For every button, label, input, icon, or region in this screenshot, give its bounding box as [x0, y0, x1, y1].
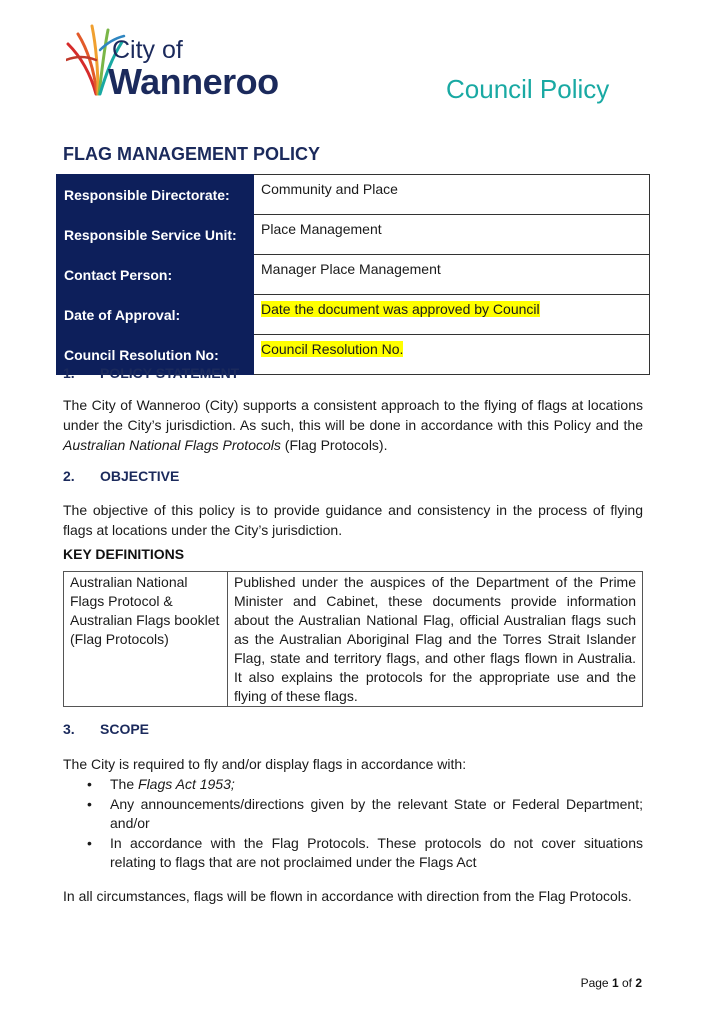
page-of: of: [618, 976, 636, 990]
logo-wanneroo-text: Wanneroo: [108, 61, 279, 102]
paragraph-italic-text: Australian National Flags Protocols: [63, 437, 281, 453]
info-value-highlighted: Council Resolution No.: [261, 341, 404, 357]
section-number: 1.: [63, 365, 75, 381]
page-label: Page: [580, 976, 612, 990]
logo-city-text: City of: [112, 36, 183, 64]
list-item: [63, 834, 643, 872]
info-value-text: Place Management: [261, 221, 382, 237]
info-label: Responsible Service Unit:: [57, 215, 254, 255]
paragraph-text: (Flag Protocols).: [280, 437, 388, 453]
policy-info-table: [56, 174, 650, 375]
info-value: [254, 255, 650, 295]
document-title: FLAG MANAGEMENT POLICY: [63, 144, 320, 164]
policy-statement-paragraph: [63, 395, 643, 455]
info-value: [254, 175, 650, 215]
list-item-italic-text: Flags Act 1953;: [138, 776, 235, 792]
bullet-icon: •: [87, 835, 92, 851]
section-number: 3.: [63, 721, 75, 737]
section-title: POLICY STATEMENT: [100, 365, 240, 381]
info-value-highlighted: Date the document was approved by Council: [261, 301, 540, 317]
section-heading-objective: [63, 468, 179, 484]
section-number: 2.: [63, 468, 75, 484]
info-label: Responsible Directorate:: [57, 175, 254, 215]
bullet-icon: •: [87, 776, 92, 792]
list-item-text: The: [110, 776, 139, 792]
info-row-directorate: [57, 175, 650, 215]
list-item-text: In accordance with the Flag Protocols. These protocols do not cover situations relating to flags that are not proclaimed under the Flags Act: [110, 835, 643, 870]
list-item-text: Any announcements/directions given by the relevant State or Federal Department; and/or: [110, 796, 643, 831]
paragraph-text: The City of Wanneroo (City) supports a consistent approach to the flying of flags at locations under the City’s jurisdiction. As such, this will be done in accordance with this Policy and the: [63, 397, 643, 433]
info-value-text: Community and Place: [261, 181, 398, 197]
scope-closing-paragraph: In all circumstances, flags will be flown in accordance with direction from the Flag Protocols.: [63, 888, 632, 904]
info-row-contact: [57, 255, 650, 295]
page-total: 2: [635, 976, 642, 990]
key-definitions-table: [63, 571, 643, 707]
info-label: Council Resolution No:: [57, 335, 254, 375]
page-current: 1: [611, 976, 619, 990]
section-heading-policy-statement: [63, 365, 239, 381]
policy-type-label: Council Policy: [446, 74, 610, 104]
objective-paragraph: The objective of this policy is to provide guidance and consistency in the process of flying flags at locations under the City’s jurisdiction.: [63, 502, 643, 538]
definition-term: Australian National Flags Protocol & Australian Flags booklet (Flag Protocols): [64, 572, 228, 707]
info-row-service-unit: [57, 215, 650, 255]
list-item: [63, 795, 643, 833]
section-title: SCOPE: [100, 721, 150, 737]
info-value-text: Manager Place Management: [261, 261, 441, 277]
key-definitions-heading: KEY DEFINITIONS: [63, 546, 185, 562]
definition-row: [64, 572, 643, 707]
section-heading-scope: [63, 721, 149, 737]
definition-description: Published under the auspices of the Department of the Prime Minister and Cabinet, these documents provide information about the Australian National Flag, official Australian flags such as the Australian Aboriginal Flag and the Torres Strait Islander Flag, state and territory flags, and other flags flown in Australia. It also explains the protocols for the appropriate use and the flying of these flags.: [228, 572, 643, 707]
page-number: [581, 976, 642, 990]
info-label: Date of Approval:: [57, 295, 254, 335]
info-value: [254, 335, 650, 375]
info-value: [254, 215, 650, 255]
section-title: OBJECTIVE: [100, 468, 180, 484]
info-value: [254, 295, 650, 335]
info-label: Contact Person:: [57, 255, 254, 295]
info-row-approval-date: [57, 295, 650, 335]
scope-bullet-list: [63, 775, 643, 873]
scope-intro: The City is required to fly and/or display flags in accordance with:: [63, 756, 467, 772]
bullet-icon: •: [87, 796, 92, 812]
list-item: [63, 775, 643, 794]
